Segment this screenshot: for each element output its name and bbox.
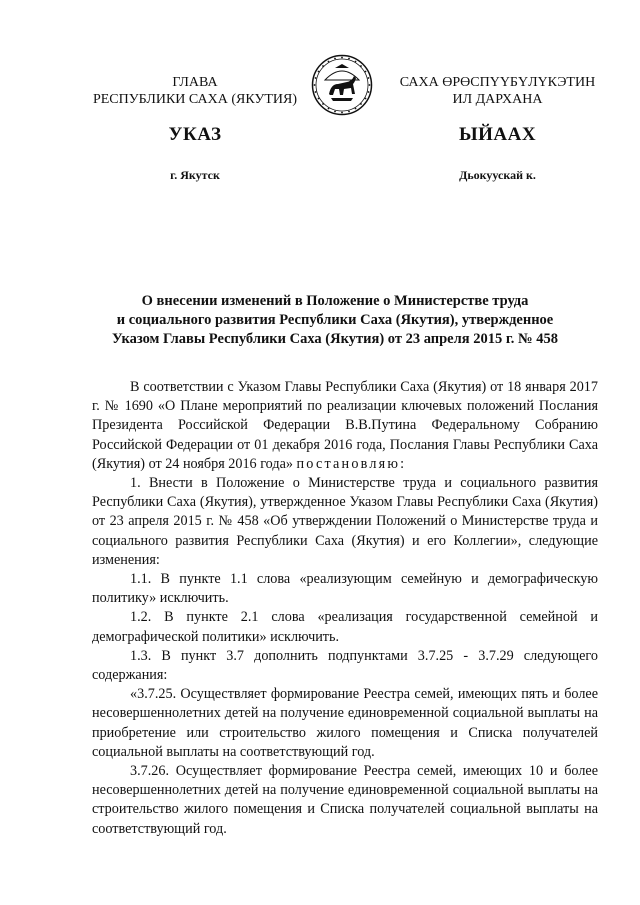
- city-yakut: Дьокуускай к.: [459, 168, 536, 182]
- title-line-3: Указом Главы Республики Саха (Якутия) от 23 апреля 2015 г. № 458: [112, 331, 558, 347]
- header-right-line1: САХА ӨРӨСПҮҮБҮЛҮКЭТИН: [399, 75, 596, 90]
- paragraph-3-7-26: 3.7.26. Осуществляет формирование Реестра семей, имеющих 10 и более несовершеннолетних детей на получение единовременной социальной выплаты на строительство жилого помещения и Списка получателей социальной выплаты на соответствующий год.: [92, 763, 598, 837]
- coat-of-arms-icon: [311, 54, 373, 116]
- header-right-line2: ИЛ ДАРХАНА: [452, 92, 543, 107]
- city-russian: г. Якутск: [170, 168, 220, 182]
- doc-type-yakut: ЫЙААХ: [458, 124, 537, 145]
- paragraph-1-3: 1.3. В пункт 3.7 дополнить подпунктами 3.7.25 - 3.7.29 следующего содержания:: [92, 647, 598, 684]
- header-right-block: [390, 74, 605, 108]
- decree-word: постановляю:: [296, 455, 407, 472]
- paragraph-1-1: 1.1. В пункте 1.1 слова «реализующим семейную и демографическую политику» исключить.: [92, 571, 598, 607]
- header-left-block: [80, 74, 310, 108]
- paragraph-1-2: 1.2. В пункте 2.1 слова «реализация государственной семейной и демографической политики» исключить.: [92, 609, 598, 645]
- paragraph-3-7-25: «3.7.25. Осуществляет формирование Реестра семей, имеющих пять и более несовершеннолетних детей на получение единовременной социальной выплаты на приобретение или строительство жилого помещения и Списка получателей социальной выплаты на соответствующий год.: [92, 686, 598, 760]
- title-line-2: и социального развития Республики Саха (Якутия), утвержденное: [116, 312, 554, 328]
- preamble-paragraph: [92, 378, 598, 474]
- paragraph-1: 1. Внести в Положение о Министерстве труда и социального развития Республики Саха (Якутия), утвержденное Указом Главы Республики Саха (Якутия) от 23 апреля 2015 г. № 458 «Об утверждении Положений о Министерстве труда и социального развития Республики Саха (Якутия) и его Коллегии», следующие изменения:: [92, 475, 598, 568]
- header-left-line1: ГЛАВА: [172, 75, 218, 90]
- doc-type-russian: УКАЗ: [168, 124, 222, 145]
- document-title: [80, 292, 590, 349]
- title-line-1: О внесении изменений в Положение о Министерстве труда: [141, 293, 529, 309]
- header-left-line2: РЕСПУБЛИКИ САХА (ЯКУТИЯ): [92, 92, 298, 107]
- preamble-text: В соответствии с Указом Главы Республики Саха (Якутия) от 18 января 2017 г. № 1690 «О Плане мероприятий по реализации ключевых положений Послания Президента Российской Федерации В.В.Путина Федеральному Собранию Российской Федерации от 01 декабря 2016 года, Послания Главы Республики Саха (Якутия) от 24 ноября 2016 года»: [92, 379, 598, 472]
- document-body: [92, 378, 598, 839]
